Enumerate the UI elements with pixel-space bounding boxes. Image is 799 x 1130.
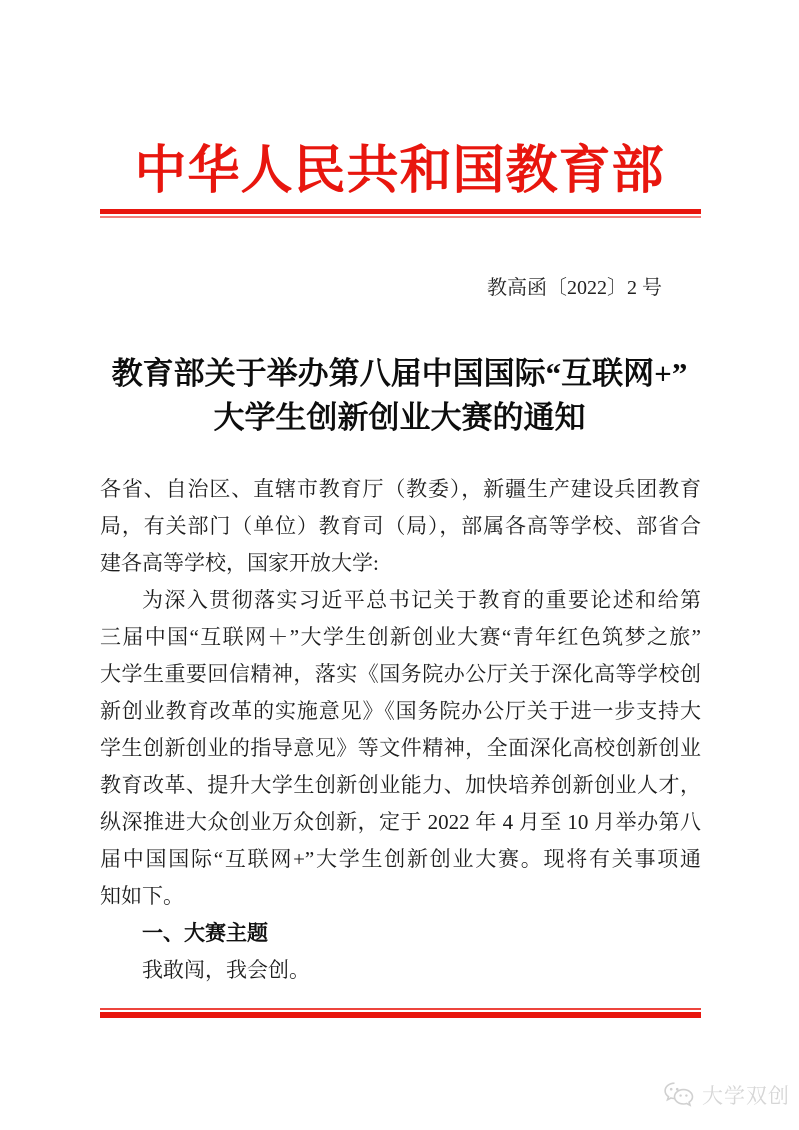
notice-title: [0, 352, 799, 440]
body-line: 新创业教育改革的实施意见》《国务院办公厅关于进一步支持大: [100, 699, 701, 723]
watermark-label: 大学双创: [702, 1085, 790, 1108]
ministry-letterhead: 中华人民共和国教育部: [134, 143, 665, 200]
body-line: 建各高等学校，国家开放大学:: [100, 551, 379, 575]
body-line: 为深入贯彻落实习近平总书记关于教育的重要论述和给第: [142, 588, 701, 612]
header-divider: [100, 209, 701, 218]
notice-title-line2: 大学生创新创业大赛的通知: [213, 400, 586, 435]
footer-divider-thin-rule: [100, 1008, 701, 1010]
body-line: 局，有关部门（单位）教育司（局），部属各高等学校、部省合: [100, 514, 701, 538]
watermark: [662, 1080, 790, 1110]
notice-body: [100, 471, 701, 989]
notice-title-line1: 教育部关于举办第八届中国国际“互联网+”: [111, 356, 688, 391]
body-line: 知如下。: [100, 884, 184, 908]
footer-divider-thick-rule: [100, 1012, 701, 1018]
footer-divider: [100, 1008, 701, 1018]
body-line: 大学生重要回信精神，落实《国务院办公厅关于深化高等学校创: [100, 662, 701, 686]
body-line: 各省、自治区、直辖市教育厅（教委），新疆生产建设兵团教育: [100, 477, 701, 501]
body-line: 三届中国“互联网＋”大学生创新创业大赛“青年红色筑梦之旅”: [100, 625, 701, 649]
body-line: 学生创新创业的指导意见》等文件精神，全面深化高校创新创业: [100, 736, 701, 760]
section-heading-competition-theme: 一、大赛主题: [142, 922, 268, 945]
body-line: 届中国国际“互联网+”大学生创新创业大赛。现将有关事项通: [100, 847, 701, 871]
wechat-icon: [662, 1081, 696, 1109]
body-line: 纵深推进大众创业万众创新，定于 2022 年 4 月至 10 月举办第八: [100, 810, 701, 834]
body-line: 教育改革、提升大学生创新创业能力、加快培养创新创业人才，: [100, 773, 701, 797]
header-divider-thick-rule: [100, 209, 701, 214]
document-number: 教高函〔2022〕2 号: [487, 277, 662, 299]
header-divider-thin-rule: [100, 216, 701, 218]
body-line: 我敢闯，我会创。: [142, 958, 310, 982]
